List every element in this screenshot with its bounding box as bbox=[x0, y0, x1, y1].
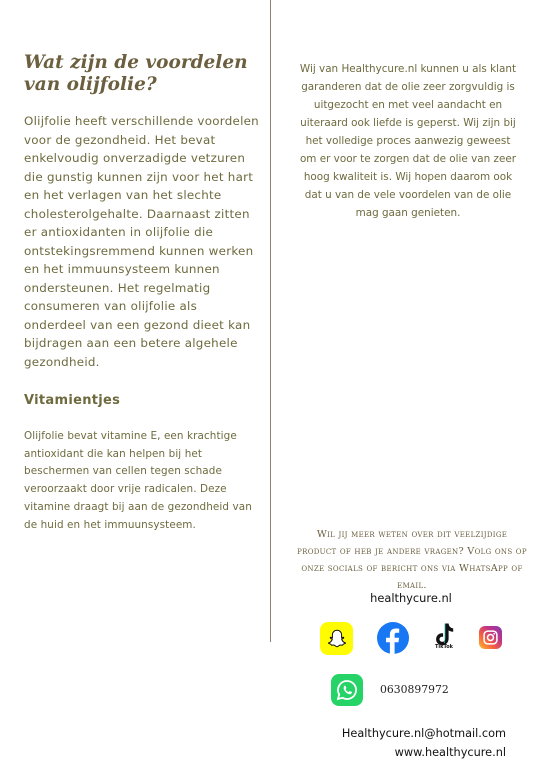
site-link[interactable]: healthycure.nl bbox=[370, 591, 452, 605]
facebook-icon[interactable] bbox=[377, 622, 409, 654]
instagram-icon[interactable] bbox=[479, 626, 502, 649]
left-column bbox=[24, 52, 260, 534]
contact-block bbox=[342, 724, 506, 762]
page-title: Wat zijn de voordelen van olijfolie? bbox=[24, 52, 248, 95]
tiktok-label: TikTok bbox=[435, 644, 453, 650]
column-divider bbox=[270, 0, 271, 642]
vitamins-paragraph: Olijfolie bevat vitamine E, een krachtige antioxidant die kan helpen bij het beschermen van cellen tegen schade veroorzaakt door vrije radicalen. Deze vitamine draagt bij aan de gezondheid van de huid en het immuunsysteem. bbox=[24, 430, 252, 531]
intro-paragraph: Olijfolie heeft verschillende voordelen voor de gezondheid. Het bevat enkelvoudig onverzadigde vetzuren die gunstig kunnen zijn voor het hart en het verlagen van het slechte cholesterolgehalte. Daarnaast zitten er antioxidanten in olijfolie die ontstekingsremmend kunnen werken en het immuunsysteem kunnen ondersteunen. Het regelmatig consumeren van olijfolie als onderdeel van een gezond dieet kan bijdragen aan een betere algehele gezondheid. bbox=[24, 114, 259, 369]
phone-number[interactable]: 0630897972 bbox=[380, 683, 449, 696]
email-address[interactable]: Healthycure.nl@hotmail.com bbox=[341, 727, 506, 740]
snapchat-icon[interactable] bbox=[320, 622, 353, 655]
social-icons bbox=[0, 622, 540, 658]
tiktok-icon[interactable] bbox=[432, 622, 456, 652]
contact-call-to-action: Wil jij meer weten over dit veelzijdige product of heb je andere vragen? Volg ons op onze socials of bericht ons via WhatsApp of email. bbox=[297, 529, 527, 591]
guarantee-paragraph: Wij van Healthycure.nl kunnen u als klant garanderen dat de olie zeer zorgvuldig is uitgezocht en met veel aandacht en uiteraard ook liefde is geperst. Wij zijn bij het volledige proces aanwezig geweest om er voor te zorgen dat de olie van zeer hoog kwaliteit is. Wij hopen daarom ook dat u van de vele voordelen van de olie mag gaan genieten. bbox=[299, 63, 517, 219]
whatsapp-icon[interactable] bbox=[331, 674, 363, 706]
website-address[interactable]: www.healthycure.nl bbox=[394, 746, 506, 759]
vitamins-heading: Vitamientjes bbox=[24, 393, 121, 408]
